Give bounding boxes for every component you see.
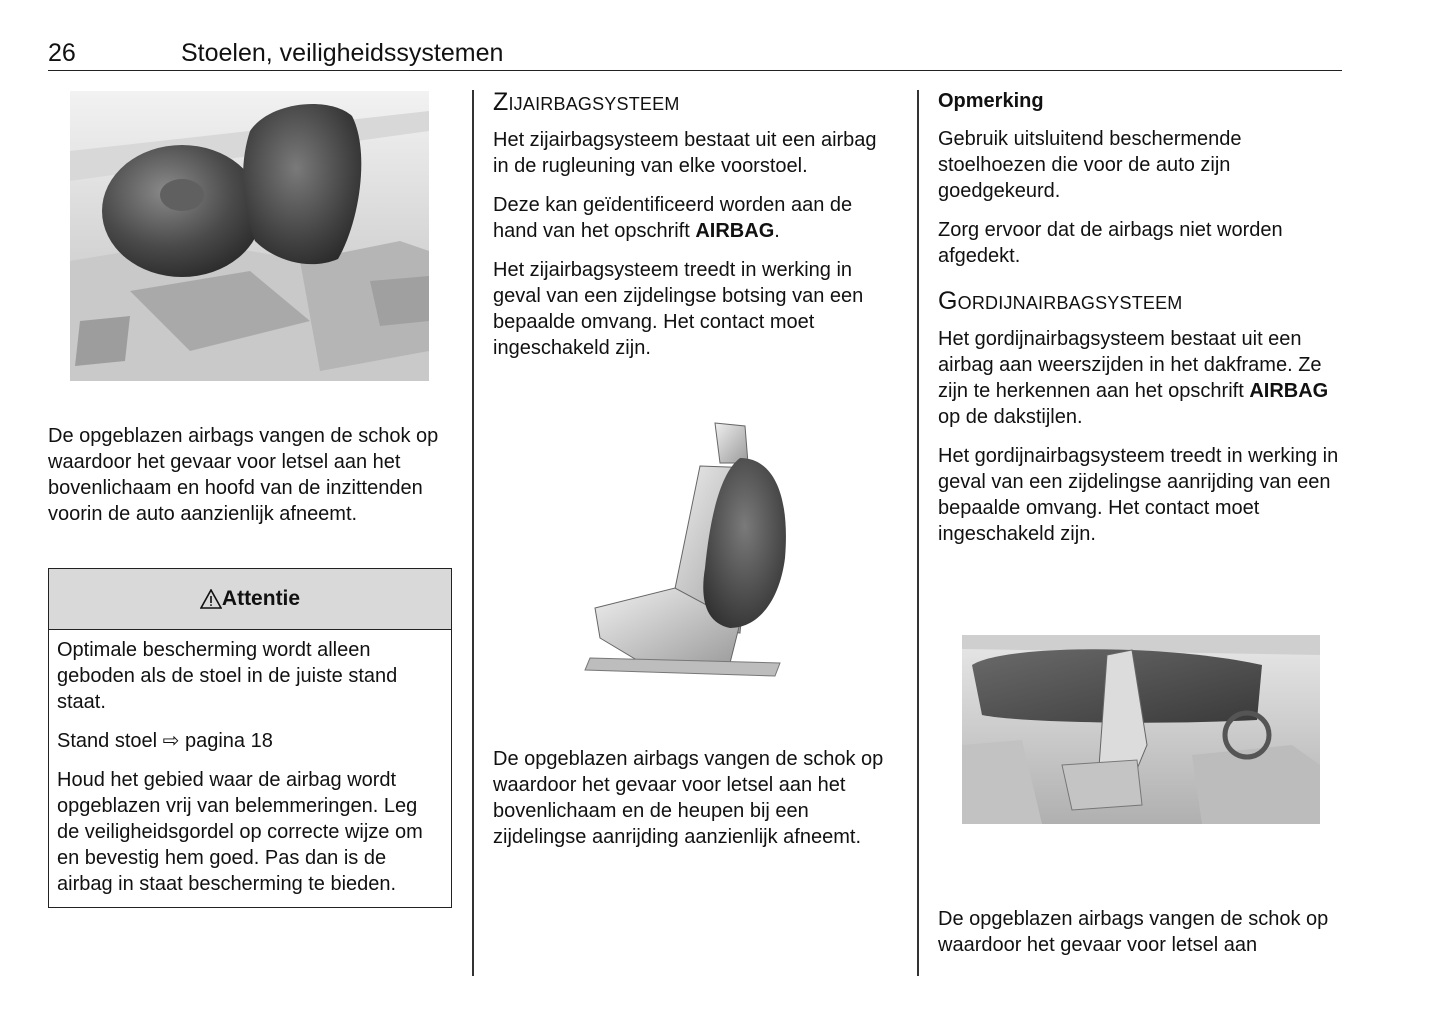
- attention-box: [48, 568, 452, 908]
- attention-title: Attentie: [221, 587, 301, 610]
- side-airbag-paragraph-2: Deze kan geïdentificeerd worden aan de hand van het opschrift AIRBAG.: [493, 194, 853, 242]
- page-reference-arrow-icon: ⇨: [162, 730, 180, 752]
- column-2: [493, 88, 897, 361]
- curtain-airbag-paragraph-1: Het gordijnairbagsysteem bestaat uit een airbag aan weerszijden in het dakframe. Ze zijn te herkennen aan het opschrift AIRBAG op de dakstijlen.: [938, 328, 1329, 428]
- curtain-airbag-illustration: [962, 635, 1320, 824]
- side-airbag-paragraph-1: Het zijairbagsysteem bestaat uit een airbag in de rugleuning van elke voorstoel.: [493, 129, 877, 177]
- attention-paragraph-1: Optimale bescherming wordt alleen geboden als de stoel in de juiste stand staat.: [57, 639, 398, 713]
- warning-triangle-icon: [200, 589, 222, 609]
- front-airbag-caption: De opgeblazen airbags vangen de schok op waardoor het gevaar voor letsel aan het bovenlichaam en hoofd van de inzittenden voorin de auto aanzienlijk afneemt.: [48, 425, 439, 525]
- side-airbag-seat-illustration: [580, 418, 800, 698]
- note-paragraph-1: Gebruik uitsluitend beschermende stoelhoezen die voor de auto zijn goedgekeurd.: [938, 128, 1242, 202]
- front-airbags-illustration: [70, 91, 429, 381]
- page-header: [48, 38, 1342, 71]
- curtain-airbag-paragraph-2: Het gordijnairbagsysteem treedt in werking in geval van een zijdelingse aanrijding van een bepaalde omvang. Het contact moet ingeschakeld zijn.: [938, 445, 1339, 545]
- attention-paragraph-3: Houd het gebied waar de airbag wordt opgeblazen vrij van belemmeringen. Leg de veiligheidsgordel op correcte wijze om en bevestig hem goed. Pas dan is de airbag in staat bescherming te bieden.: [57, 769, 423, 895]
- side-airbag-heading: ZIJAIRBAGSYSTEEM: [493, 88, 680, 116]
- attention-paragraph-2: [57, 728, 443, 754]
- column-3: [938, 88, 1342, 547]
- note-paragraph-2: Zorg ervoor dat de airbags niet worden afgedekt.: [938, 219, 1283, 267]
- column-divider-2: [917, 90, 919, 976]
- curtain-airbag-heading: GORDIJNAIRBAGSYSTEEM: [938, 287, 1183, 315]
- column-divider-1: [472, 90, 474, 976]
- attention-body: [49, 630, 451, 907]
- side-airbag-paragraph-3: Het zijairbagsysteem treedt in werking in geval van een zijdelingse botsing van een bepaalde omvang. Het contact moet ingeschakeld zijn.: [493, 259, 864, 359]
- page-reference-link[interactable]: pagina 18: [184, 730, 273, 752]
- seat-position-label: Stand stoel: [57, 730, 158, 752]
- column-2-caption-block: [493, 746, 903, 850]
- column-3-caption-block: [938, 906, 1348, 958]
- note-title: Opmerking: [938, 90, 1044, 112]
- curtain-airbag-caption: De opgeblazen airbags vangen de schok op waardoor het gevaar voor letsel aan: [938, 908, 1329, 956]
- side-airbag-caption: De opgeblazen airbags vangen de schok op waardoor het gevaar voor letsel aan het bovenlichaam en de heupen bij een zijdelingse aanrijding aanzienlijk afneemt.: [493, 748, 884, 848]
- column-1-caption-block: [48, 423, 458, 527]
- attention-header: [49, 569, 451, 630]
- page-number: 26: [48, 39, 76, 67]
- chapter-title: Stoelen, veiligheidssystemen: [181, 39, 504, 67]
